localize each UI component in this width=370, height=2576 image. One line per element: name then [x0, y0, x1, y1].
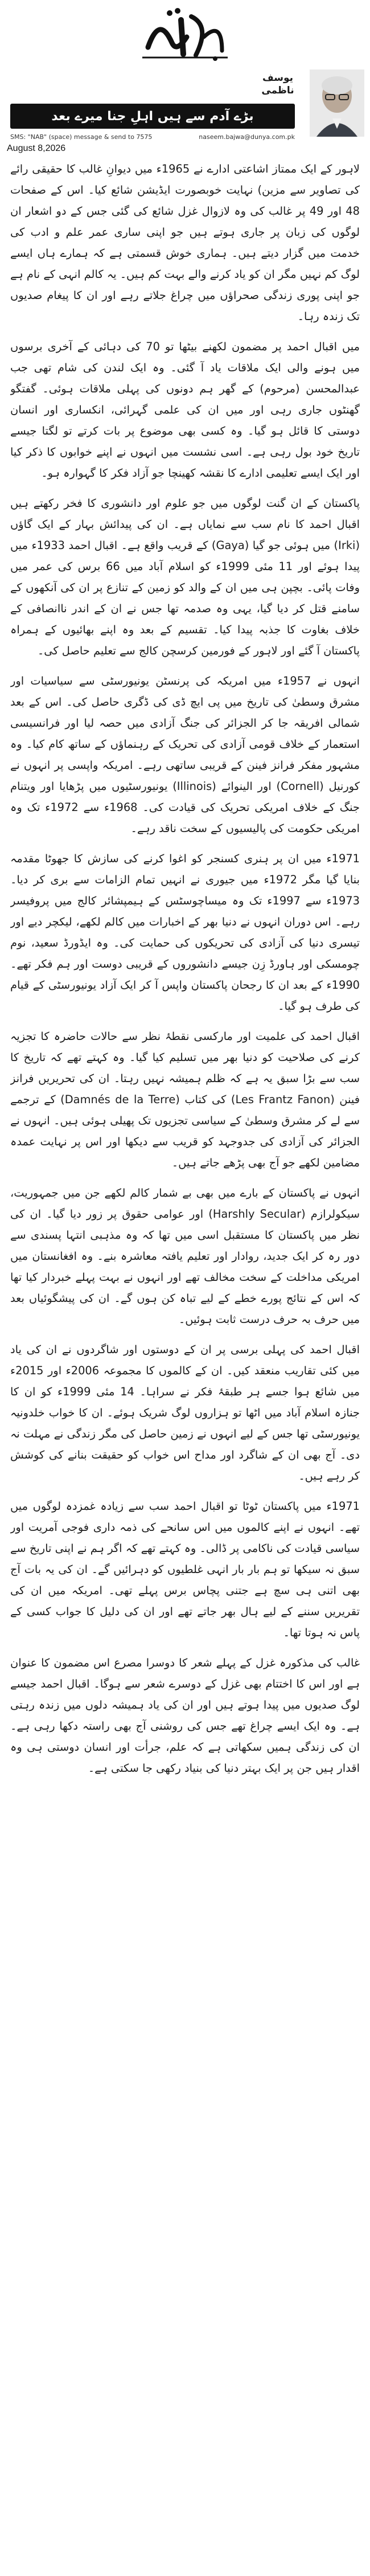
article-paragraph: اقبال احمد کی علمیت اور مارکسی نقطۂ نظر سے حالات حاضرہ کا تجزیہ کرنے کی صلاحیت کو دنیا بھر میں تسلیم کیا گیا۔ وہ کہتے تھے کہ تاریخ کا سب سے بڑا سبق یہ ہے کہ ظلم ہمیشہ نہیں رہتا۔ ان کی تحریریں فرانز فینن (Les Frantz Fanon) کی کتاب (Damnés de la Terre) کے ترجمے سے لے کر مشرق وسطیٰ کے سیاسی تجزیوں تک پھیلی ہوئی ہیں۔ انہوں نے الجزائر کی آزادی کی جدوجہد کو قریب سے دیکھا اور اس پر نہایت عمدہ مضامین لکھے جو آج بھی پڑھے جاتے ہیں۔	[10, 1030, 360, 1169]
author-name: یوسف ناظمی	[261, 72, 294, 96]
article-body	[10, 158, 360, 2567]
masthead	[0, 0, 370, 67]
article-paragraph: لاہور کے ایک ممتاز اشاعتی ادارے نے 1965ء میں دیوانِ غالب کا حقیقی رائے کی تصاویر سے مزین) نہایت خوبصورت ایڈیشن شائع کیا۔ اس کے صفحات 48 اور 49 پر غالب کی وہ لازوال غزل شائع کی گئی جس کے دو اشعار ان لوگوں کی زبان پر جاری ہوتے ہیں جو اپنی ساری عمر علم و ادب کی خدمت میں گزار دیتے ہیں۔ ہماری خوش قسمتی ہے کہ ہمارے ہاں ایسے لوگ کم نہیں مگر ان کو یاد کرنے والے بہت کم ہیں۔ یہ کالم انہی کے نام ہے جو اپنی پوری زندگی صحراؤں میں چراغ جلاتے رہے اور ان کا پیغام صدیوں تک زندہ رہا۔	[10, 162, 360, 323]
article-paragraph: پاکستان کے ان گنت لوگوں میں جو علوم اور دانشوری کا فخر رکھتے ہیں اقبال احمد کا نام سب سے نمایاں ہے۔ ان کی پیدائش بہار کے ایک گاؤں (Irki) میں ہوئی جو گیا (Gaya) کے قریب واقع ہے۔ اقبال احمد 1933ء میں پیدا ہوئے اور 11 مئی 1999ء کو اسلام آباد میں 66 برس کی عمر میں وفات پائی۔ بچپن ہی میں ان کے والد کو زمین کے تنازع پر ان کی آنکھوں کے سامنے قتل کر دیا گیا، یہی وہ صدمہ تھا جس نے ان کے اندر ناانصافی کے خلاف بغاوت کا جذبہ پیدا کیا۔ تقسیم کے بعد وہ اپنے بھائیوں کے ہمراہ پاکستان آ گئے اور لاہور کے فورمین کرسچن کالج سے تعلیم حاصل کی۔	[10, 497, 360, 657]
author-email[interactable]: naseem.bajwa@dunya.com.pk	[199, 133, 295, 141]
article-paragraph: 1971ء میں ان پر ہنری کسنجر کو اغوا کرنے کی سازش کا جھوٹا مقدمہ بنایا گیا مگر 1972ء میں جیوری نے انہیں تمام الزامات سے بری کر دیا۔ 1973ء سے 1997ء تک وہ میساچوسٹس کے ہیمپشائر کالج میں پروفیسر رہے۔ اس دوران انہوں نے دنیا بھر کے اخبارات میں کالم لکھے، لیکچر دیے اور تیسری دنیا کی آزادی کی تحریکوں کی حمایت کی۔ وہ ایڈورڈ سعید، نوم چومسکی اور ہاورڈ زِن جیسے دانشوروں کے قریبی دوست اور ہم فکر تھے۔ 1990ء کے بعد ان کا رجحان پاکستان واپس آ کر ایک آزاد یونیورسٹی کے قیام کی طرف ہو گیا۔	[10, 852, 360, 1013]
article-paragraph: انہوں نے پاکستان کے بارے میں بھی بے شمار کالم لکھے جن میں جمہوریت، سیکولرازم (Harshly Secular) اور عوامی حقوق پر زور دیا گیا۔ ان کی نظر میں پاکستان کا مستقبل اسی میں تھا کہ وہ مذہبی انتہا پسندی سے دور رہ کر ایک جدید، روادار اور تعلیم یافتہ معاشرہ بنے۔ وہ افغانستان میں امریکی مداخلت کے سخت مخالف تھے اور انہوں نے بہت پہلے خبردار کیا تھا کہ اس کے نتائج پورے خطے کے لیے تباہ کن ہوں گے۔ ان کی پیشگوئیاں بعد میں حرف بہ حرف درست ثابت ہوئیں۔	[10, 1186, 360, 1326]
publish-date: August 8,2026	[7, 144, 66, 153]
article-paragraph: اقبال احمد کی پہلی برسی پر ان کے دوستوں اور شاگردوں نے ان کی یاد میں کئی تقاریب منعقد کیں۔ ان کے کالموں کا مجموعہ 2006ء اور 2015ء میں شائع ہوا جسے ہر طبقۂ فکر نے سراہا۔ 14 مئی 1999ء کو ان کا جنازہ اسلام آباد میں اٹھا تو ہزاروں لوگ شریک ہوئے۔ ان کا خواب خلدونیہ یونیورسٹی تھا جس کے لیے انہوں نے زمین حاصل کی مگر زندگی نے مہلت نہ دی۔ آج بھی ان کے شاگرد اور مداح اس خواب کو حقیقت بنانے کی کوشش کر رہے ہیں۔	[10, 1343, 360, 1482]
article-paragraph: میں اقبال احمد پر مضمون لکھنے بیٹھا تو 70 کی دہائی کے آخری برسوں میں ہونے والی ایک ملاقات یاد آ گئی۔ وہ ایک لندن کی شام تھی جب عبدالمحسن (مرحوم) کے گھر ہم دونوں کی پہلی ملاقات ہوئی۔ گفتگو گھنٹوں جاری رہی اور میں ان کی علمی گہرائی، انکساری اور انسان دوستی کا قائل ہو گیا۔ وہ کسی بھی موضوع پر بات کرتے تو لگتا جیسے تاریخ خود بول رہی ہے۔ اسی نشست میں انہوں نے اپنے خوابوں کا ذکر کیا اور ایک ایسے تعلیمی ادارے کا نقشہ کھینچا جو آزاد فکر کا گہوارہ ہو۔	[10, 340, 360, 480]
column-header	[0, 69, 370, 144]
contact-line	[10, 133, 295, 141]
logo-calligraphy-icon	[137, 3, 233, 64]
newspaper-logo[interactable]	[137, 3, 233, 64]
sms-instruction: SMS: "NAB" (space) message & send to 7575	[10, 133, 153, 141]
column-title: بڑے آدم سے ہیں اہلِ جنا میرے بعد	[10, 104, 295, 129]
article-paragraph: انہوں نے 1957ء میں امریکہ کی پرنسٹن یونیورسٹی سے سیاسیات اور مشرق وسطیٰ کی تاریخ میں پی ایچ ڈی کی ڈگری حاصل کی۔ اس کے بعد شمالی افریقہ جا کر الجزائر کی جنگ آزادی میں حصہ لیا اور فرانسیسی استعمار کے خلاف قومی آزادی کی تحریک کے رہنماؤں کے ساتھ کام کیا۔ وہ مشہور مفکر فرانز فینن کے قریبی ساتھی رہے۔ امریکہ واپسی پر انہوں نے کورنیل (Cornell) اور الینوائے (Illinois) یونیورسٹیوں میں پڑھایا اور ویتنام جنگ کے خلاف امریکی تحریک کی قیادت کی۔ 1968ء سے 1972ء تک وہ امریکی حکومت کی پالیسیوں کے سخت ناقد رہے۔	[10, 674, 360, 835]
author-photo	[310, 69, 364, 137]
article-paragraph: غالب کی مذکورہ غزل کے پہلے شعر کا دوسرا مصرع اس مضمون کا عنوان ہے اور اس کا اختتام بھی غزل کے دوسرے شعر سے ہوگا۔ اقبال احمد جیسے لوگ صدیوں میں پیدا ہوتے ہیں اور ان کی یاد ہمیشہ دلوں میں زندہ رہتی ہے۔ وہ ایک ایسے چراغ تھے جس کی روشنی آج بھی راستہ دکھا رہی ہے۔ ان کی زندگی ہمیں سکھاتی ہے کہ علم، جرأت اور انسان دوستی ہی وہ اقدار ہیں جن پر ایک بہتر دنیا کی بنیاد رکھی جا سکتی ہے۔	[10, 1656, 360, 1775]
article-paragraph: 1971ء میں پاکستان ٹوٹا تو اقبال احمد سب سے زیادہ غمزدہ لوگوں میں تھے۔ انہوں نے اپنے کالموں میں اس سانحے کی ذمہ داری فوجی آمریت اور سیاسی قیادت کی ناکامی پر ڈالی۔ وہ کہتے تھے کہ اگر ہم نے اپنی تاریخ سے سبق نہ سیکھا تو ہم بار بار انہی غلطیوں کو دہرائیں گے۔ ان کی یہ بات آج بھی اتنی ہی سچ ہے جتنی پچاس برس پہلے تھی۔ امریکہ میں ان کی تقریریں سننے کے لیے ہال بھر جاتے تھے اور ان کی دلیل کا جواب کسی کے پاس نہ ہوتا تھا۔	[10, 1500, 360, 1639]
